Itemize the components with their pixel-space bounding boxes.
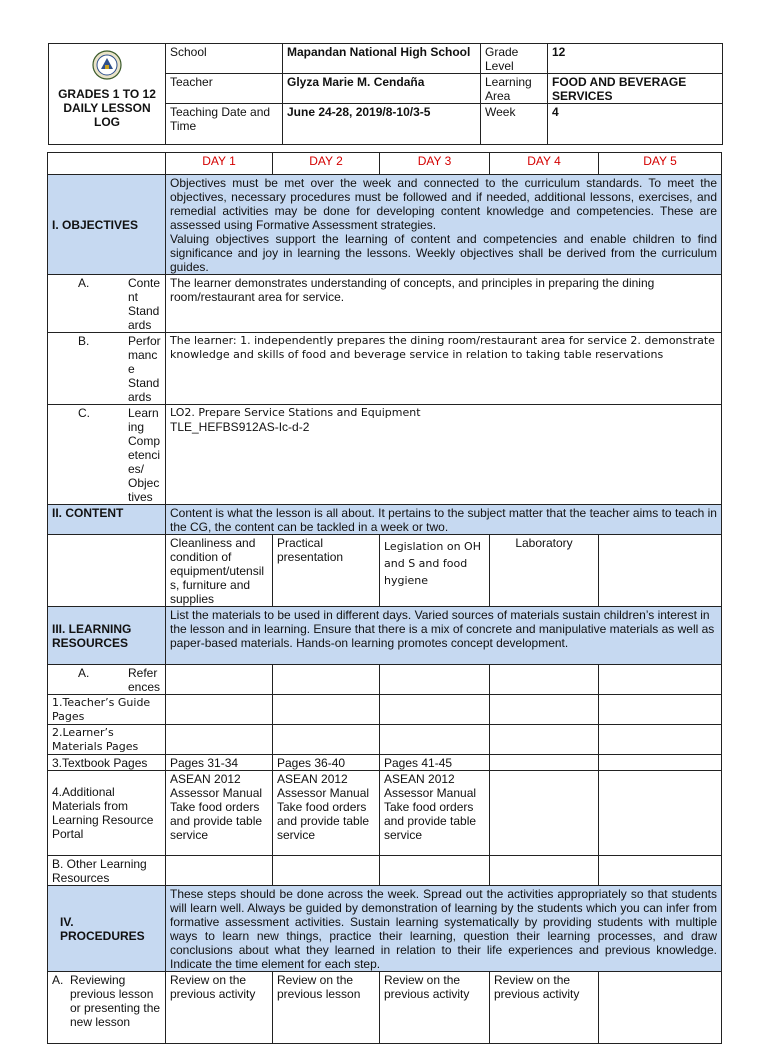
content-days-row [48, 535, 722, 607]
performance-standards-row [48, 333, 722, 405]
area-label: Learning Area [481, 74, 548, 104]
performance-label-cell [48, 333, 166, 405]
teachers-guide-row [48, 695, 722, 725]
performance-text: The learner: 1. independently prepares the dining room/restaurant area for service 2. demonstrate knowledge and skills of food and beverage service in relation to taking table reservations [166, 333, 722, 405]
date-label: Teaching Date and Time [166, 104, 283, 145]
learners-materials-label: 2.Learner’s Materials Pages [48, 725, 166, 755]
learners-materials-row [48, 725, 722, 755]
grade-value: 12 [548, 44, 723, 74]
day-5-header: DAY 5 [599, 153, 722, 175]
competencies-letter: C. [78, 406, 90, 420]
day-2-header: DAY 2 [273, 153, 380, 175]
reviewing-label: Reviewing previous lesson or presenting the new lesson [70, 973, 161, 1029]
procedures-heading: IV. PROCEDURES [48, 886, 166, 972]
performance-label: Performance Standards [128, 334, 161, 404]
grade-label: Grade Level [481, 44, 548, 74]
week-label: Week [481, 104, 548, 145]
teachers-guide-label: 1.Teacher’s Guide Pages [48, 695, 166, 725]
lesson-log-table [47, 152, 722, 1044]
additional-day-3: ASEAN 2012 Assessor Manual Take food orders and provide table service [380, 771, 490, 856]
competencies-text-1: LO2. Prepare Service Stations and Equipment [170, 406, 421, 419]
procedures-row [48, 886, 722, 972]
content-standards-text: The learner demonstrates understanding of concepts, and principles in preparing the dining room/restaurant area for service. [166, 275, 722, 333]
reviewing-day-4: Review on the previous activity [490, 972, 599, 1044]
content-heading: II. CONTENT [48, 505, 166, 535]
reviewing-row [48, 972, 722, 1044]
content-standards-letter: A. [78, 276, 90, 290]
competencies-text [166, 405, 722, 505]
references-label: References [128, 666, 161, 694]
reviewing-label-cell [48, 972, 166, 1044]
objectives-text-2: Valuing objectives support the learning of content and competencies and enable children to find significance and joy in learning the lessons. Weekly objectives shall be derived from the curriculum guides. [170, 232, 717, 274]
school-value: Mapandan National High School [283, 44, 481, 74]
competencies-label-cell [48, 405, 166, 505]
competencies-label: Learning Competencies/ Objectives [128, 406, 161, 504]
deped-seal-icon [92, 50, 122, 80]
other-resources-row [48, 856, 722, 886]
date-value: June 24-28, 2019/8-10/3-5 [283, 104, 481, 145]
content-day-2: Practical presentation [273, 535, 380, 607]
days-row [48, 153, 722, 175]
references-label-cell [48, 665, 166, 695]
reviewing-day-3: Review on the previous activity [380, 972, 490, 1044]
week-value: 4 [548, 104, 723, 145]
objectives-text [166, 175, 722, 275]
objectives-heading: I. OBJECTIVES [48, 175, 166, 275]
content-day-4: Laboratory [490, 535, 599, 607]
content-row [48, 505, 722, 535]
teacher-value: Glyza Marie M. Cendaña [283, 74, 481, 104]
day-3-header: DAY 3 [380, 153, 490, 175]
logo-cell [49, 44, 166, 145]
content-day-1: Cleanliness and condition of equipment/utensils, furniture and supplies [166, 535, 273, 607]
additional-day-2: ASEAN 2012 Assessor Manual Take food orders and provide table service [273, 771, 380, 856]
content-standards-label: Content Standards [128, 276, 161, 332]
resources-heading: III. LEARNING RESOURCES [48, 607, 166, 665]
textbook-day-1: Pages 31-34 [166, 755, 273, 771]
competencies-code: TLE_HEFBS912AS-Ic-d-2 [170, 420, 310, 434]
resources-text: List the materials to be used in different days. Varied sources of materials sustain children’s interest in the lesson and in learning. Ensure that there is a mix of concrete and manipulative materials as well as paper-based materials. Hands-on learning promotes concept development. [166, 607, 722, 665]
performance-letter: B. [78, 334, 90, 348]
reviewing-day-1: Review on the previous activity [166, 972, 273, 1044]
day-1-header: DAY 1 [166, 153, 273, 175]
teacher-label: Teacher [166, 74, 283, 104]
textbook-day-3: Pages 41-45 [380, 755, 490, 771]
header-table [48, 43, 723, 145]
additional-label: 4.Additional Materials from Learning Resource Portal [48, 771, 166, 856]
references-row [48, 665, 722, 695]
school-label: School [166, 44, 283, 74]
additional-day-1: ASEAN 2012 Assessor Manual Take food orders and provide table service [166, 771, 273, 856]
other-resources-label: B. Other Learning Resources [48, 856, 166, 886]
additional-materials-row [48, 771, 722, 856]
area-value: FOOD AND BEVERAGE SERVICES [548, 74, 723, 104]
content-standards-row [48, 275, 722, 333]
day-4-header: DAY 4 [490, 153, 599, 175]
content-text: Content is what the lesson is all about. It pertains to the subject matter that the teacher aims to teach in the CG, the content can be tackled in a week or two. [166, 505, 722, 535]
objectives-row [48, 175, 722, 275]
procedures-text: These steps should be done across the week. Spread out the activities appropriately so that students will learn well. Always be guided by demonstration of learning by the students which you can infer from formative assessment activities. Sustain learning systematically by providing students with multiple ways to learn new things, practice their learning, question their learning processes, and draw conclusions about what they learned in relation to their life experiences and previous knowledge. Indicate the time element for each step. [166, 886, 722, 972]
content-day-3: Legislation on OH and S and food hygiene [380, 535, 490, 607]
textbook-row [48, 755, 722, 771]
reviewing-letter: A. [52, 973, 64, 987]
textbook-label: 3.Textbook Pages [48, 755, 166, 771]
textbook-day-2: Pages 36-40 [273, 755, 380, 771]
competencies-row [48, 405, 722, 505]
log-title: GRADES 1 TO 12 DAILY LESSON LOG [58, 87, 156, 129]
reviewing-day-2: Review on the previous lesson [273, 972, 380, 1044]
resources-row [48, 607, 722, 665]
references-letter: A. [78, 666, 90, 680]
objectives-text-1: Objectives must be met over the week and connected to the curriculum standards. To meet the objectives, necessary procedures must be followed and if needed, additional lessons, exercises, and remedial activities may be done for developing content knowledge and competencies. These are assessed using Formative Assessment strategies. [170, 176, 717, 232]
content-standards-label-cell [48, 275, 166, 333]
